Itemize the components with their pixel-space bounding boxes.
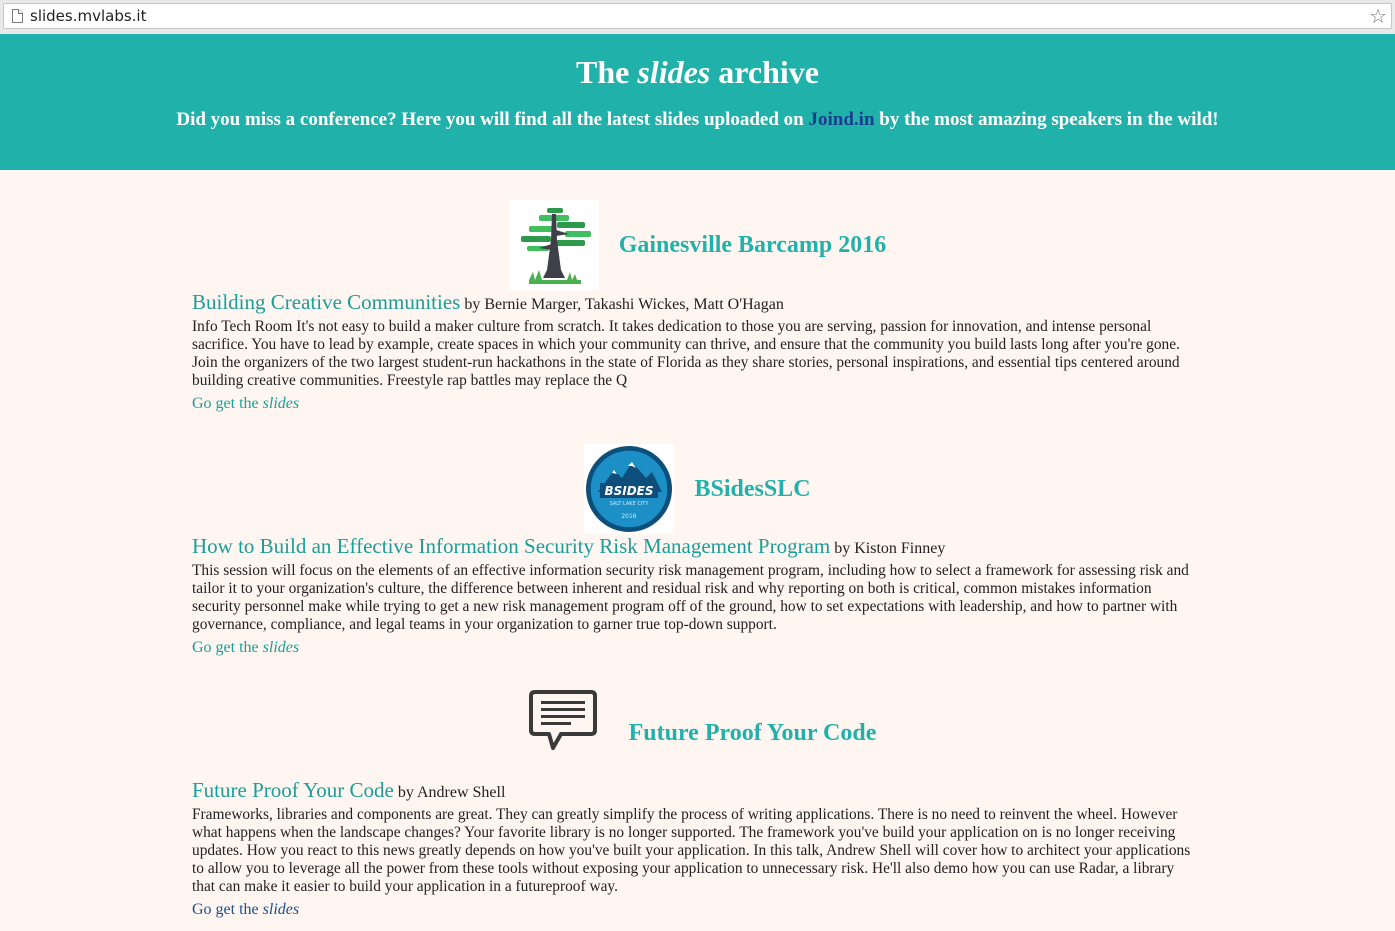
bsides-logo-subtext: SALT LAKE CITY bbox=[610, 501, 649, 507]
conference-name: BSidesSLC bbox=[694, 475, 811, 502]
title-emphasis: slides bbox=[637, 54, 711, 90]
conference-logo bbox=[509, 200, 599, 290]
browser-toolbar bbox=[0, 0, 1395, 34]
slides-link-emphasis: slides bbox=[262, 639, 300, 656]
conference-logo bbox=[519, 688, 609, 778]
talk-description: This session will focus on the elements of an effective information security risk management program, including how to select a framework for assessing risk and tailor it to your organization's culture, the difference between inherent and residual risk and why reporting on both is critical, common mistakes information security personnel make while trying to get a new risk management program off of the ground, how to set expectations with leadership, and how to partner with governance, compliance, and legal teams in your organization to garner true top-down support. bbox=[192, 562, 1189, 633]
slides-link[interactable] bbox=[192, 395, 1192, 413]
slides-link-emphasis: slides bbox=[262, 901, 300, 918]
slides-link-text: Go get the bbox=[192, 395, 263, 412]
conference-header bbox=[0, 444, 1395, 534]
slides-link-text: Go get the bbox=[192, 639, 263, 656]
address-bar[interactable] bbox=[3, 3, 1392, 29]
talk-title-link[interactable]: Future Proof Your Code bbox=[192, 778, 394, 802]
talk-entry bbox=[192, 778, 1192, 919]
url-text[interactable]: slides.mvlabs.it bbox=[30, 7, 147, 25]
talk-speakers: by Andrew Shell bbox=[397, 784, 506, 801]
talk-speakers: by Kiston Finney bbox=[834, 540, 946, 557]
title-post: archive bbox=[710, 54, 819, 90]
slides-link[interactable] bbox=[192, 639, 1192, 657]
page-title bbox=[0, 54, 1395, 91]
hero-header bbox=[0, 34, 1395, 170]
talk-title-link[interactable]: How to Build an Effective Information Security Risk Management Program bbox=[192, 534, 831, 558]
talk-entry bbox=[192, 534, 1192, 657]
conference-name: Gainesville Barcamp 2016 bbox=[618, 231, 887, 258]
slides-link[interactable] bbox=[192, 901, 1192, 919]
title-pre: The bbox=[576, 54, 638, 90]
tagline bbox=[0, 109, 1395, 131]
slides-link-text: Go get the bbox=[192, 901, 263, 918]
bsides-logo-year: 2016 bbox=[621, 513, 638, 520]
talk-entry bbox=[192, 290, 1192, 413]
joindin-link[interactable]: Joind.in bbox=[808, 109, 875, 130]
talk-title-link[interactable]: Building Creative Communities bbox=[192, 290, 461, 314]
tree-icon bbox=[509, 200, 599, 290]
conference-logo bbox=[584, 444, 674, 534]
conference-header bbox=[0, 688, 1395, 778]
slides-link-emphasis: slides bbox=[262, 395, 300, 412]
talk-speakers: by Bernie Marger, Takashi Wickes, Matt O'Hagan bbox=[464, 296, 784, 313]
bookmark-star-icon[interactable]: ☆ bbox=[1369, 4, 1387, 28]
talk-description: Info Tech Room It's not easy to build a maker culture from scratch. It takes dedication to those you are serving, passion for innovation, and intense personal sacrifice. You have to lead by example, create spaces in which your community can thrive, and ensure that the community you build lasts long after you're gone. Join the organizers of the two largest student-run hackathons in the state of Florida as they share stories, personal inspirations, and essential tips centered around building creative communities. Freestyle rap battles may replace the Q bbox=[192, 318, 1180, 389]
conference-header bbox=[0, 200, 1395, 290]
bsides-badge-icon bbox=[584, 444, 674, 534]
tagline-pre: Did you miss a conference? Here you will find all the latest slides uploaded on bbox=[176, 109, 809, 130]
conference-name: Future Proof Your Code bbox=[628, 719, 877, 746]
bsides-logo-text: BSIDES bbox=[604, 484, 654, 498]
tagline-post: by the most amazing speakers in the wild! bbox=[874, 109, 1219, 130]
speech-bubble-icon bbox=[519, 688, 609, 778]
talk-description: Frameworks, libraries and components are great. They can greatly simplify the process of writing applications. There is no need to reinvent the wheel. However what happens when the landscape changes? Your favorite library is no longer supported. The framework you've build your application on is no longer receiving updates. How you react to this news greatly depends on how you've built your application. In this talk, Andrew Shell will cover how to architect your applications to allow you to leverage all the power from these tools without exposing your application to unnecessary risk. He'll also demo how you can use Radar, a library that can make it easier to build your application in a futureproof way. bbox=[192, 806, 1191, 895]
page-icon bbox=[12, 9, 23, 23]
